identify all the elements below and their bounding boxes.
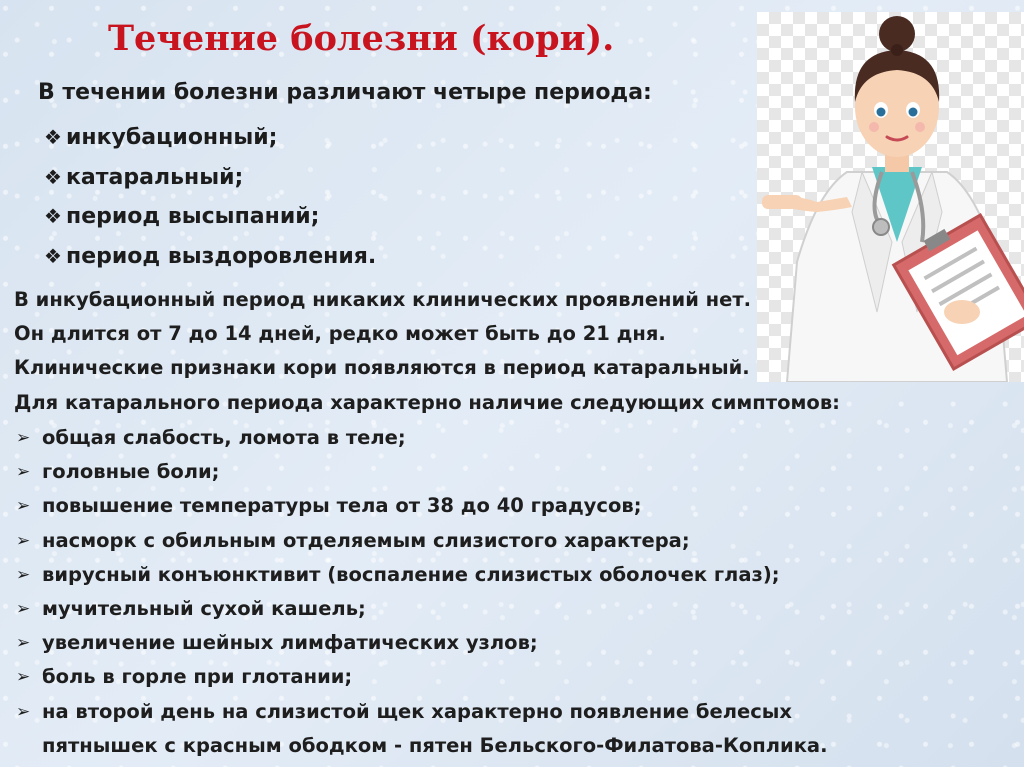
diamond-bullet-icon: ❖ bbox=[44, 243, 62, 268]
description-lines bbox=[14, 283, 840, 420]
description-line: В инкубационный период никаких клинических проявлений нет. bbox=[14, 288, 752, 311]
arrow-bullet-icon: ➢ bbox=[16, 701, 31, 722]
symptom-item: ➢ головные боли; bbox=[16, 455, 828, 489]
page-title: Течение болезни (кори). bbox=[108, 18, 615, 59]
period-item: ❖ период выздоровления. bbox=[44, 237, 376, 277]
period-item: ❖ инкубационный; bbox=[44, 118, 376, 158]
diamond-bullet-icon: ❖ bbox=[44, 204, 62, 228]
arrow-bullet-icon: ➢ bbox=[16, 428, 31, 448]
arrow-bullet-icon: ➢ bbox=[16, 633, 31, 654]
diamond-bullet-icon: ❖ bbox=[44, 125, 62, 149]
period-item: ❖ катаральный; bbox=[44, 158, 376, 198]
periods-intro: В течении болезни различают четыре периода: bbox=[38, 80, 652, 105]
arrow-bullet-icon: ➢ bbox=[16, 530, 31, 551]
arrow-bullet-icon: ➢ bbox=[16, 599, 31, 620]
symptom-item: ➢ мучительный сухой кашель; bbox=[16, 592, 828, 626]
description-line: Клинические признаки кори появляются в период катаральный. bbox=[14, 356, 750, 380]
symptoms-list bbox=[16, 421, 828, 763]
symptom-item: ➢ на второй день на слизистой щек характерно появление белесых пятнышек с красным ободком - пятен Бельского-Филатова-Коплика. bbox=[16, 695, 828, 763]
period-item: ❖ период высыпаний; bbox=[44, 197, 376, 237]
arrow-bullet-icon: ➢ bbox=[16, 564, 31, 585]
symptom-item: ➢ увеличение шейных лимфатических узлов; bbox=[16, 626, 828, 660]
arrow-bullet-icon: ➢ bbox=[16, 496, 31, 517]
symptom-item: ➢ насморк с обильным отделяемым слизистого характера; bbox=[16, 524, 828, 558]
symptom-item: ➢ вирусный конъюнктивит (воспаление слизистых оболочек глаз); bbox=[16, 558, 828, 592]
doctor-figure bbox=[757, 12, 1024, 382]
diamond-bullet-icon: ❖ bbox=[44, 164, 62, 189]
periods-list bbox=[44, 118, 376, 276]
description-line: Он длится от 7 до 14 дней, редко может быть до 21 дня. bbox=[14, 322, 666, 346]
doctor-illustration bbox=[757, 12, 1024, 382]
symptom-item: ➢ повышение температуры тела от 38 до 40 градусов; bbox=[16, 489, 828, 523]
arrow-bullet-icon: ➢ bbox=[16, 667, 31, 688]
arrow-bullet-icon: ➢ bbox=[16, 462, 31, 483]
description-line: Для катарального периода характерно наличие следующих симптомов: bbox=[14, 390, 840, 414]
symptom-item: ➢ общая слабость, ломота в теле; bbox=[16, 421, 828, 455]
symptom-item: ➢ боль в горле при глотании; bbox=[16, 660, 828, 694]
